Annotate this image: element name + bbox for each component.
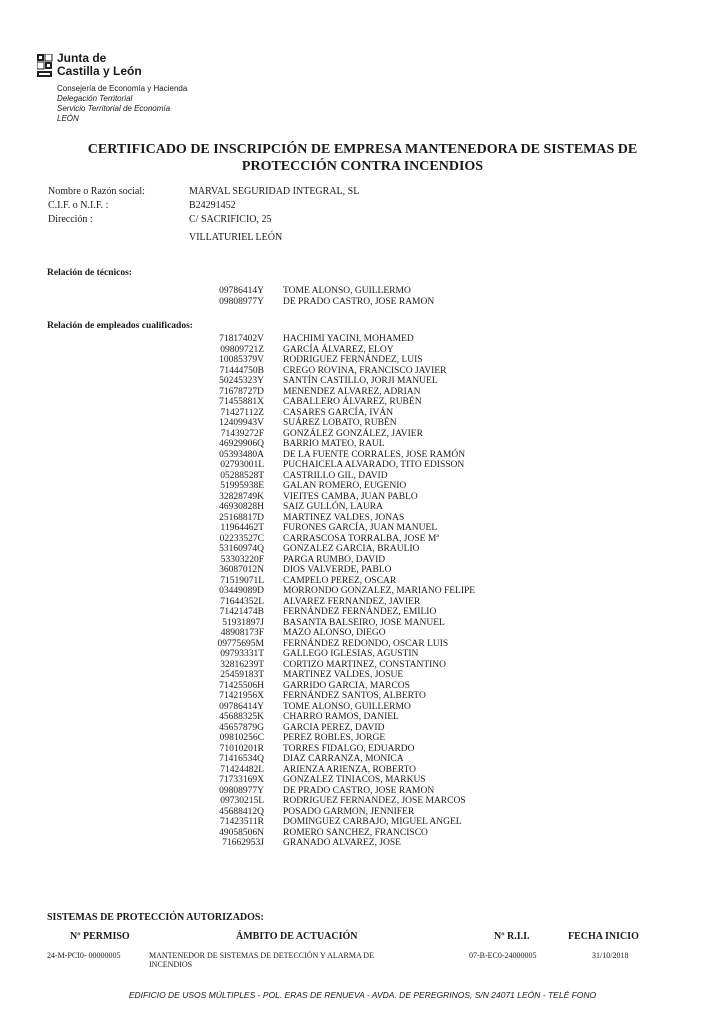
employee-id: 71423511R: [220, 817, 264, 827]
employee-name: MORRONDO GONZALEZ, MARIANO FELIPE: [283, 586, 476, 596]
employee-name: TOME ALONSO, GUILLERMO: [283, 701, 411, 712]
org-line1: Junta de: [57, 51, 107, 65]
start-date-value: 31/10/2018: [592, 951, 629, 960]
employee-id: 09775695M: [217, 638, 264, 649]
employee-id: 53303220F: [220, 554, 264, 565]
scope-value: [149, 951, 374, 969]
employee-name: MENENDEZ ALVAREZ, ADRIAN: [283, 386, 421, 397]
employee-name: SANTÍN CASTILLO, JORJI MANUEL: [283, 376, 438, 386]
company-name-value: MARVAL SEGURIDAD INTEGRAL, SL: [189, 186, 360, 197]
employee-id: 09793331T: [220, 649, 264, 659]
employee-name: BASANTA BALSEIRO, JOSE MANUEL: [283, 617, 445, 628]
permit-value: 24-M-PCI0- 00000005: [47, 951, 121, 960]
employee-name: FERNÁNDEZ SANTOS, ALBERTO: [283, 691, 426, 701]
employee-id: 02793001L: [220, 460, 264, 470]
ril-value: 07-B-EC0-24000005: [469, 951, 537, 960]
employee-id: 25459183T: [220, 670, 264, 680]
org-line2: Castilla y León: [57, 64, 142, 78]
employee-id: 71678727D: [219, 386, 264, 397]
title-line1: CERTIFICADO DE INSCRIPCIÓN DE EMPRESA MANTENEDORA DE SISTEMAS DE: [87, 142, 638, 157]
employee-name: GARCIA PEREZ, DAVID: [283, 722, 385, 733]
technician-name: DE PRADO CASTRO, JOSE RAMON: [283, 296, 435, 307]
coat-of-arms-icon: [37, 54, 53, 80]
employee-id: 53160974Q: [219, 544, 264, 554]
col-date-header: FECHA INICIO: [568, 931, 639, 942]
employee-id: 45688412Q: [219, 806, 264, 817]
employee-name: CARRASCOSA TORRALBA, JOSE Mª: [283, 533, 439, 544]
technician-id: 09808977Y: [219, 296, 264, 307]
employee-name: GALAN ROMERO, EUGENIO: [283, 481, 407, 491]
employee-name: ARIENZA ARIENZA, ROBERTO: [283, 764, 417, 775]
employee-id: 45688325K: [219, 712, 264, 722]
employee-id: 09808977Y: [219, 785, 264, 796]
employee-name: DE LA FUENTE CORRALES, JOSE RAMÓN: [283, 449, 466, 460]
employee-name: HACHIMI YACINI, MOHAMED: [283, 334, 414, 344]
dept-line-city: LEÓN: [57, 114, 79, 123]
employee-id: 09810256C: [219, 733, 264, 743]
employees-label: Relación de empleados cualificados:: [47, 321, 193, 331]
dept-line-ministry: Consejería de Economía y Hacienda: [57, 84, 188, 93]
employee-name: MARTINEZ VALDES, JOSUE: [283, 670, 404, 680]
employee-name: MAZO ALONSO, DIEGO: [283, 628, 386, 638]
employee-id: 11964462T: [220, 523, 264, 533]
employee-id: 10085379V: [219, 355, 264, 365]
employee-name: DIOS VALVERDE, PABLO: [283, 565, 392, 575]
employee-name: POSADO GARMON, JENNIFER: [283, 806, 415, 817]
employee-id: 71662953J: [222, 838, 264, 848]
employee-id: 50245323Y: [219, 376, 264, 386]
employee-name: PEREZ ROBLES, JORGE: [283, 733, 386, 743]
employee-id: 03449089D: [219, 586, 264, 596]
scope-line2: INCENDIOS: [149, 960, 193, 969]
employee-id: 51995938E: [220, 481, 264, 491]
employee-id: 71817402V: [219, 334, 264, 344]
employee-id: 32816239T: [220, 659, 264, 670]
employee-name: CHARRO RAMOS, DANIEL: [283, 712, 399, 722]
employee-name: ALVAREZ FERNANDEZ, JAVIER: [283, 596, 421, 607]
employee-name: CAMPELO PEREZ, OSCAR: [283, 575, 397, 586]
employee-id: 71424482L: [220, 764, 264, 775]
employee-id: 71644352L: [220, 596, 264, 607]
employee-id: 09786414Y: [219, 701, 264, 712]
company-name-label: Nombre o Razón social:: [48, 186, 145, 197]
company-address-line1: C/ SACRIFICIO, 25: [189, 214, 272, 225]
employee-name: ROMERO SANCHEZ, FRANCISCO: [283, 827, 428, 838]
employee-id: 71427112Z: [220, 407, 264, 418]
employee-name: GARCÍA ÁLVAREZ, ELOY: [283, 344, 394, 355]
employee-name: CASTRILLO GIL, DAVID: [283, 470, 388, 481]
title-line2: PROTECCIÓN CONTRA INCENDIOS: [241, 159, 484, 174]
employee-name: SUÁREZ LOBATO, RUBÉN: [283, 418, 397, 428]
employee-name: CORTIZO MARTINEZ, CONSTANTINO: [283, 659, 447, 670]
employee-name: VIEITES CAMBA, JUAN PABLO: [283, 491, 418, 502]
employee-name: BARRIO MATEO, RAUL: [283, 439, 385, 449]
employee-name: PUCHAICELA ALVARADO, TITO EDISSON: [283, 460, 465, 470]
employee-id: 12409943V: [219, 418, 264, 428]
employee-id: 32828749K: [219, 491, 264, 502]
employee-name: RODRIGUEZ FERNANDEZ, JOSE MARCOS: [283, 796, 466, 806]
company-address-line2: VILLATURIEL LEÓN: [189, 232, 283, 243]
employee-name: GONZÁLEZ GONZÁLEZ, JAVIER: [283, 428, 423, 439]
employee-id: 71439272F: [220, 428, 264, 439]
employee-name: GARRIDO GARCIA, MARCOS: [283, 680, 410, 691]
technicians-label: Relación de técnicos:: [47, 268, 132, 278]
employee-id: 48908173F: [220, 628, 264, 638]
employee-id: 09809721Z: [220, 344, 264, 355]
systems-heading: SISTEMAS DE PROTECCIÓN AUTORIZADOS:: [47, 912, 264, 923]
col-scope-header: ÁMBITO DE ACTUACIÓN: [236, 931, 358, 942]
employee-id: 71733169X: [219, 775, 264, 785]
employee-name: CASARES GARCÍA, IVÁN: [283, 407, 394, 418]
technician-name: TOME ALONSO, GUILLERMO: [283, 286, 411, 296]
org-name: [57, 52, 142, 78]
employee-name: CREGO ROVINA, FRANCISCO JAVIER: [283, 365, 447, 376]
employee-name: DE PRADO CASTRO, JOSE RAMON: [283, 785, 435, 796]
employee-name: DOMINGUEZ CARBAJO, MIGUEL ANGEL: [283, 817, 462, 827]
employee-name: DIAZ CARRANZA, MONICA: [283, 754, 404, 764]
employee-id: 71425506H: [219, 680, 264, 691]
employee-name: SAIZ GULLÓN, LAURA: [283, 502, 384, 512]
employee-id: 71421956X: [219, 691, 264, 701]
employee-name: RODRIGUEZ FERNÁNDEZ, LUIS: [283, 355, 423, 365]
employee-id: 05393480A: [219, 449, 264, 460]
employee-id: 45657879G: [219, 722, 264, 733]
department-block: [57, 84, 187, 124]
employee-name: GALLEGO IGLESIAS, AGUSTIN: [283, 649, 419, 659]
employee-id: 71519071L: [220, 575, 264, 586]
employee-name: GONZALEZ TINIACOS, MARKUS: [283, 775, 426, 785]
col-ril-header: Nº R.I.I.: [494, 931, 530, 942]
scope-line1: MANTENEDOR DE SISTEMAS DE DETECCIÓN Y ALARMA DE: [149, 951, 374, 960]
employee-id: 09730215L: [220, 796, 264, 806]
employee-id: 05288528T: [220, 470, 264, 481]
employee-id: 71444750B: [219, 365, 264, 376]
dept-line-delegation: Delegación Territorial: [57, 94, 133, 103]
company-address-label: Dirección :: [48, 214, 93, 225]
employee-id: 71455881X: [219, 397, 264, 407]
employee-id: 46929906Q: [219, 439, 264, 449]
employee-name: PARGA RUMBO, DAVID: [283, 554, 386, 565]
footer-address: EDIFICIO DE USOS MÚLTIPLES - POL. ERAS DE RENUEVA - AVDA. DE PEREGRINOS, S/N 24071 LEÓN - TELÉ FONO: [128, 990, 597, 1000]
employee-name: MARTINEZ VALDES, JONAS: [283, 512, 405, 523]
employee-id: 02233527C: [219, 533, 264, 544]
employee-id: 36087012N: [219, 565, 264, 575]
employee-name: FERNÁNDEZ FERNÁNDEZ, EMILIO: [283, 607, 437, 617]
employee-name: CABALLERO ÁLVAREZ, RUBÉN: [283, 397, 422, 407]
employee-id: 51931897J: [222, 617, 264, 628]
employee-id: 71010201R: [219, 743, 264, 754]
employee-id: 71416534Q: [219, 754, 264, 764]
dept-line-service: Servicio Territorial de Economía: [57, 104, 171, 113]
employee-name: GONZALEZ GARCIA, BRAULIO: [283, 544, 420, 554]
company-nif-label: C.I.F. o N.I.F. :: [48, 200, 109, 211]
employee-name: FERNÁNDEZ REDONDO, OSCAR LUIS: [283, 638, 449, 649]
employee-id: 49058506N: [219, 827, 264, 838]
company-nif-value: B24291452: [189, 200, 236, 211]
document-title: [40, 141, 685, 175]
employee-name: GRANADO ALVAREZ, JOSE: [283, 838, 401, 848]
technician-id: 09786414Y: [219, 286, 264, 296]
employee-name: FURONES GARCÍA, JUAN MANUEL: [283, 523, 438, 533]
employee-id: 46930828H: [219, 502, 264, 512]
employee-name: TORRES FIDALGO, EDUARDO: [283, 743, 415, 754]
employee-id: 71421474B: [219, 607, 264, 617]
col-permit-header: Nº PERMISO: [70, 931, 130, 942]
employee-id: 25168817D: [219, 512, 264, 523]
